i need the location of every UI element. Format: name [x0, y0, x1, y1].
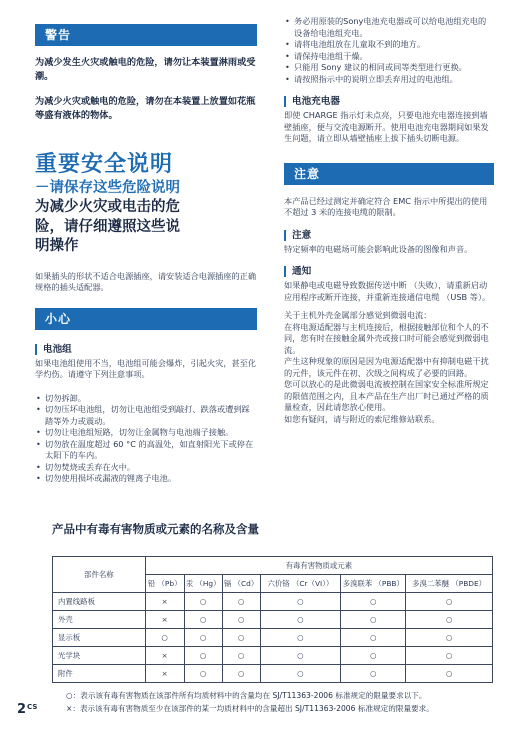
- battery-bullet-list-continued: [284, 16, 494, 85]
- table-row: 显示板 ○ ○ ○ ○ ○ ○: [53, 629, 493, 647]
- table-row: 光学块 × ○ ○ ○ ○ ○: [53, 647, 493, 665]
- warning-text-rain: 为减少发生火灾或触电的危险，请勿让本装置淋雨或受潮。: [35, 57, 256, 82]
- charger-heading: 电池充电器: [284, 96, 494, 107]
- column-header: 六价铬 （Cr（VI））: [260, 575, 341, 593]
- list-item: • 切勿放在温度超过 60 °C 的高温处，如直射阳光下或停在太阳下的车内。: [36, 438, 254, 460]
- charger-text: 即使 CHARGE 指示灯未点亮，只要电池充电器连接到墙壁插座，便与交流电源断开。使用电池充电器期间如果发生问题，请立即从墙壁插座上拔下插头切断电源。: [284, 110, 489, 143]
- table-header-row: [53, 557, 493, 575]
- toxic-substance-table: [52, 556, 493, 683]
- left-column: [35, 24, 257, 485]
- toxic-table-title: 产品中有毒有害物质或元素的名称及含量: [52, 522, 259, 536]
- list-item: • 切勿拆卸。: [36, 392, 86, 403]
- table-row: 内置线路板 × ○ ○ ○ ○ ○: [53, 593, 493, 611]
- battery-heading: 电池组: [35, 344, 257, 355]
- page-number: $2^{CS}$: [17, 702, 38, 717]
- battery-bullet-list: [35, 393, 257, 485]
- column-header: 多溴联苯 （PBB）: [341, 575, 406, 593]
- right-column: [284, 16, 494, 425]
- warning-header: 警告: [35, 24, 257, 46]
- table-row: 附件 × ○ ○ ○ ○ ○: [53, 665, 493, 683]
- column-group-header: 有毒有害物质或元素: [145, 557, 492, 575]
- notice-text: 特定频率的电磁场可能会影响此设备的图像和声音。: [284, 243, 473, 254]
- adapter-current-text: 关于主机外壳金属部分感觉到微弱电流： 在将电源适配器与主机连接后，根据接触部位和个人的不同，您有时在接触金属外壳或接口时可能会感觉到微弱电流。 产生这种现象的原因是因为电源适配器中有抑制电磁干扰的元件，该元件在初、次级之间构成了必要的回路。 您可以放心的是此微弱电流被控制在国家安全标准所规定的限值范围之内，且本产品在生产出厂时已通过严格的质量检查，因此请您放心使用。 如您有疑问，请与附近的索尼维修站联系。: [284, 310, 489, 424]
- list-item: • 请保持电池组干燥。: [285, 50, 368, 61]
- notice-header: 注意: [284, 163, 494, 185]
- notice-heading: 注意: [284, 230, 494, 241]
- emc-text: 本产品已经过测定并确定符合 EMC 指示中所提出的使用不超过 3 米的连接电缆的限制。: [284, 195, 488, 217]
- list-item: • 只能用 Sony 建议的相同或同等类型进行更换。: [285, 62, 467, 72]
- safety-subtitle: －请保存这些危险说明: [35, 180, 180, 196]
- safety-subtitle-2: 为减少火灾或电击的危 险，请仔细遵照这些说 明操作: [35, 199, 180, 254]
- column-header-part-name: 部件名称: [53, 557, 146, 593]
- notify-heading: 通知: [284, 266, 494, 277]
- battery-intro: 如果电池组使用不当，电池组可能会爆炸，引起火灾，甚至化学灼伤。请遵守下列注意事项。: [35, 357, 257, 379]
- notify-text: 如果静电或电磁导致数据传送中断 （失败），请重新启动应用程序或断开连接，并重新连接通信电缆 （USB 等）。: [284, 280, 491, 302]
- column-header: 汞 （Hg）: [184, 575, 222, 593]
- table-row: 外壳 × ○ ○ ○ ○ ○: [53, 611, 493, 629]
- table-footnotes: [66, 690, 434, 715]
- list-item: • 请将电池组放在儿童取不到的地方。: [285, 39, 426, 49]
- list-item: • 切勿焚烧或丢弃在火中。: [36, 461, 136, 472]
- safety-title: 重要安全说明: [35, 152, 174, 177]
- column-header: 镉 （Cd）: [222, 575, 260, 593]
- list-item: • 切勿压坏电池组，切勿让电池组受到敲打、跌落或遭到踩踏等外力或震动。: [36, 404, 250, 426]
- caution-header: 小心: [35, 308, 257, 330]
- list-item: • 请按照指示中的说明立即丢弃用过的电池组。: [285, 73, 458, 84]
- column-header: 多溴二苯醚 （PBDE）: [406, 575, 493, 593]
- column-header: 铅 （Pb）: [145, 575, 184, 593]
- footnote-circle: ○：表示该有毒有害物质在该部件所有均质材料中的含量均在 SJ/T11363-2006 标准规定的限量要求以下。: [66, 691, 427, 700]
- plug-note: 如果插头的形状不适合电源插座，请安装适合电源插座的正确规格的插头适配器。: [35, 270, 257, 292]
- footnote-cross: ×：表示该有毒有害物质至少在该部件的某一均质材料中的含量超出 SJ/T11363-2006 标准规定的限量要求。: [66, 703, 434, 713]
- list-item: • 切勿让电池组短路，切勿让金属物与电池端子接触。: [36, 427, 234, 437]
- warning-text-liquid: 为减少火灾或触电的危险，请勿在本装置上放置如花瓶等盛有液体的物体。: [35, 96, 256, 121]
- list-item: • 务必用原装的Sony电池充电器或可以给电池组充电的设备给电池组充电。: [285, 16, 487, 38]
- list-item: • 切勿使用损坏或漏液的锂离子电池。: [36, 473, 177, 483]
- language-code: CS: [27, 703, 38, 711]
